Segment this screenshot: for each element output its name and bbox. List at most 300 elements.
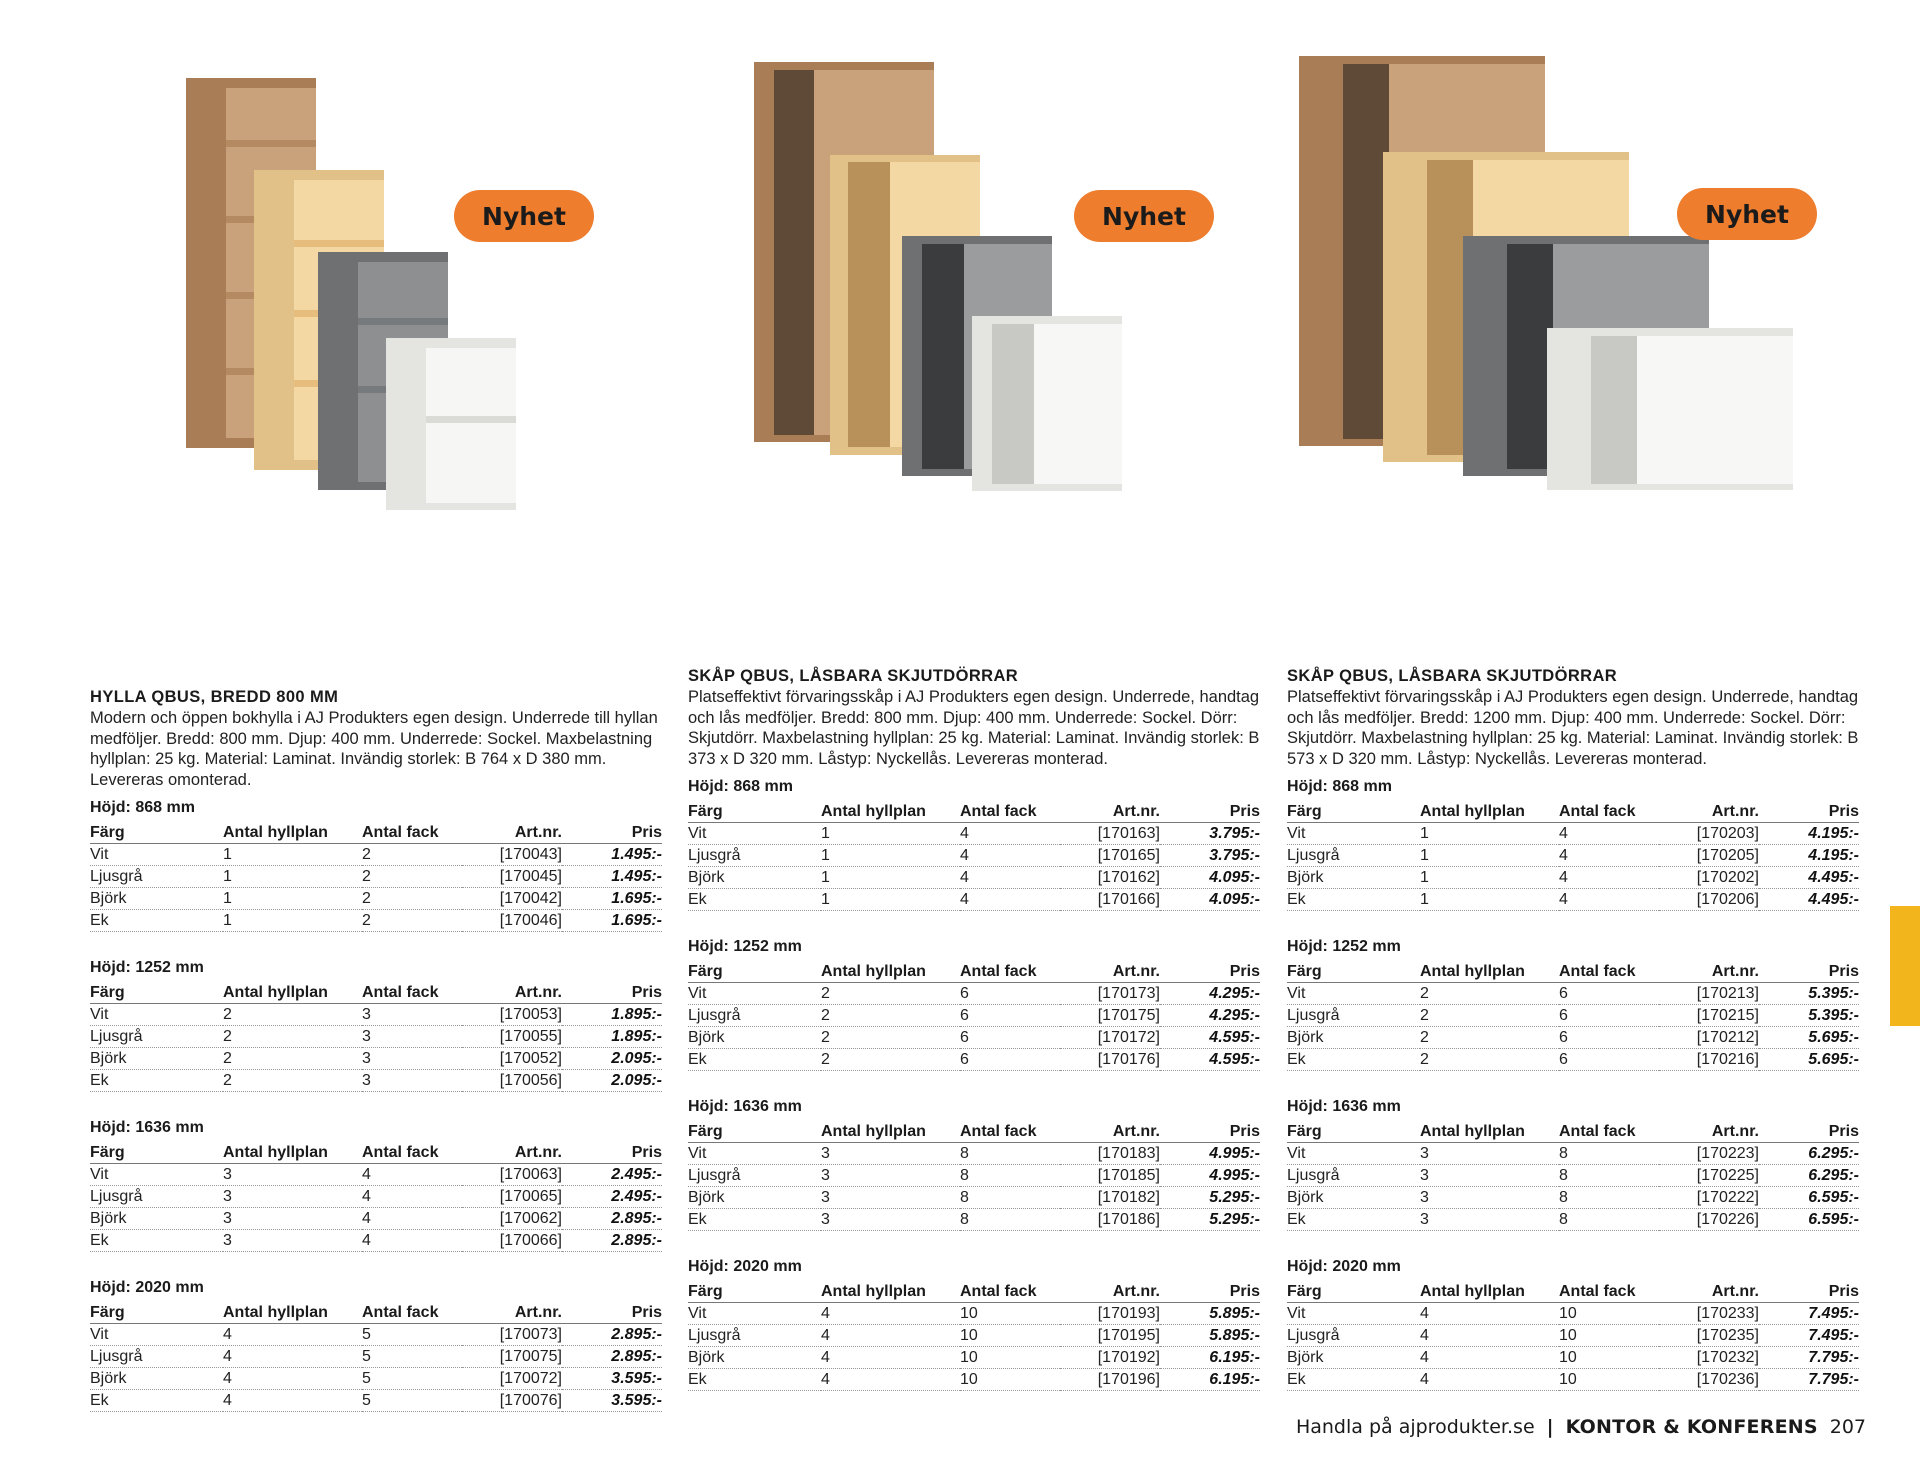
header-color: Färg	[90, 1302, 223, 1324]
cell-article-number: [170183]	[1060, 1143, 1160, 1165]
cell-color: Ek	[688, 1049, 821, 1071]
cell-article-number: [170232]	[1659, 1347, 1759, 1369]
height-heading: Höjd: 2020 mm	[1287, 1258, 1401, 1276]
new-badge: Nyhet	[1677, 188, 1817, 240]
cell-price: 4.495:-	[1759, 867, 1859, 889]
price-table	[90, 822, 662, 932]
height-group	[90, 932, 662, 1092]
cell-article-number: [170056]	[462, 1070, 562, 1092]
cell-article-number: [170075]	[462, 1346, 562, 1368]
header-price: Pris	[1759, 1121, 1859, 1143]
table-row	[1287, 1143, 1859, 1165]
header-shelves: Antal hyllplan	[821, 1281, 960, 1303]
header-article-number: Art.nr.	[462, 822, 562, 844]
cell-shelves: 3	[1420, 1187, 1559, 1209]
product-info-1	[90, 687, 662, 1412]
table-row	[688, 1005, 1260, 1027]
cell-shelves: 1	[1420, 889, 1559, 911]
header-article-number: Art.nr.	[1659, 801, 1759, 823]
cell-price: 5.395:-	[1759, 983, 1859, 1005]
header-color: Färg	[1287, 1281, 1420, 1303]
header-shelves: Antal hyllplan	[821, 1121, 960, 1143]
footer-separator: |	[1546, 1416, 1554, 1438]
header-price: Pris	[562, 982, 662, 1004]
cell-compartments: 10	[1559, 1369, 1659, 1391]
header-article-number: Art.nr.	[1060, 1281, 1160, 1303]
cell-shelves: 4	[821, 1347, 960, 1369]
cell-price: 7.795:-	[1759, 1347, 1859, 1369]
shop-link-text[interactable]: Handla på ajprodukter.se	[1295, 1416, 1535, 1438]
cell-color: Ek	[688, 1209, 821, 1231]
table-row	[1287, 1027, 1859, 1049]
height-heading: Höjd: 1252 mm	[90, 959, 204, 977]
cell-price: 4.195:-	[1759, 823, 1859, 845]
header-article-number: Art.nr.	[1659, 1121, 1759, 1143]
cell-compartments: 2	[362, 888, 462, 910]
cell-shelves: 3	[223, 1230, 362, 1252]
height-group	[90, 790, 662, 932]
cell-article-number: [170233]	[1659, 1303, 1759, 1325]
cell-compartments: 5	[362, 1324, 462, 1346]
price-table	[90, 1302, 662, 1412]
product-description: Platseffektivt förvaringsskåp i AJ Produkters egen design. Underrede, handtag och lås medföljer. Bredd: 800 mm. Djup: 400 mm. Underrede: Sockel. Dörr: Skjutdörr. Maxbelastning hyllplan: 25 kg. Material: Laminat. Invändig storlek: B 373 x D 320 mm. Låstyp: Nyckellås. Levereras monterad.	[688, 688, 1260, 768]
price-table	[1287, 1121, 1859, 1231]
cell-color: Ek	[1287, 1209, 1420, 1231]
cell-shelves: 2	[1420, 1005, 1559, 1027]
height-heading: Höjd: 868 mm	[688, 778, 793, 796]
cell-shelves: 3	[223, 1164, 362, 1186]
table-row	[688, 983, 1260, 1005]
cell-shelves: 1	[1420, 823, 1559, 845]
header-shelves: Antal hyllplan	[223, 982, 362, 1004]
table-row	[688, 845, 1260, 867]
header-price: Pris	[1160, 801, 1260, 823]
header-article-number: Art.nr.	[1659, 961, 1759, 983]
cell-article-number: [170046]	[462, 910, 562, 932]
cell-article-number: [170173]	[1060, 983, 1160, 1005]
cell-price: 2.895:-	[562, 1230, 662, 1252]
cell-price: 3.795:-	[1160, 845, 1260, 867]
cabinet-800-illustration	[668, 40, 1240, 640]
cell-price: 4.595:-	[1160, 1049, 1260, 1071]
table-row	[90, 1390, 662, 1412]
header-compartments: Antal fack	[960, 1281, 1060, 1303]
header-compartments: Antal fack	[960, 961, 1060, 983]
cell-article-number: [170213]	[1659, 983, 1759, 1005]
header-color: Färg	[90, 1142, 223, 1164]
cell-article-number: [170065]	[462, 1186, 562, 1208]
cell-price: 2.895:-	[562, 1324, 662, 1346]
header-article-number: Art.nr.	[462, 1142, 562, 1164]
table-row	[90, 1186, 662, 1208]
cell-article-number: [170073]	[462, 1324, 562, 1346]
cell-color: Björk	[90, 1048, 223, 1070]
cell-price: 4.295:-	[1160, 1005, 1260, 1027]
cell-article-number: [170222]	[1659, 1187, 1759, 1209]
cell-shelves: 4	[223, 1390, 362, 1412]
cell-color: Björk	[1287, 1027, 1420, 1049]
price-table	[1287, 1281, 1859, 1391]
cell-shelves: 2	[1420, 983, 1559, 1005]
cell-color: Ek	[1287, 1049, 1420, 1071]
cell-price: 6.295:-	[1759, 1165, 1859, 1187]
header-color: Färg	[1287, 1121, 1420, 1143]
cell-shelves: 1	[821, 889, 960, 911]
cell-price: 7.495:-	[1759, 1325, 1859, 1347]
cell-compartments: 10	[960, 1303, 1060, 1325]
cell-compartments: 4	[1559, 845, 1659, 867]
height-heading: Höjd: 868 mm	[1287, 778, 1392, 796]
cell-color: Ljusgrå	[90, 1186, 223, 1208]
product-info-3	[1287, 666, 1859, 1391]
cell-compartments: 10	[960, 1369, 1060, 1391]
table-row	[1287, 889, 1859, 911]
cell-color: Björk	[688, 1027, 821, 1049]
height-group	[1287, 911, 1859, 1071]
header-compartments: Antal fack	[362, 822, 462, 844]
height-group	[90, 1092, 662, 1252]
product-description: Modern och öppen bokhylla i AJ Produkters egen design. Underrede till hyllan medföljer. Bredd: 800 mm. Djup: 400 mm. Underrede: Sockel. Maxbelastning hyllplan: 25 kg. Material: Laminat. Invändig storlek: B 764 x D 380 mm. Levereras omonterad.	[90, 709, 658, 789]
table-row	[90, 1368, 662, 1390]
cell-compartments: 4	[960, 867, 1060, 889]
cell-shelves: 2	[821, 1049, 960, 1071]
cell-compartments: 6	[1559, 1049, 1659, 1071]
cell-color: Ljusgrå	[90, 866, 223, 888]
page-footer	[1296, 1416, 1866, 1438]
cell-article-number: [170175]	[1060, 1005, 1160, 1027]
cell-price: 5.695:-	[1759, 1049, 1859, 1071]
cell-color: Ljusgrå	[688, 1165, 821, 1187]
cell-article-number: [170165]	[1060, 845, 1160, 867]
price-table	[688, 1281, 1260, 1391]
price-table	[90, 982, 662, 1092]
price-table	[688, 961, 1260, 1071]
cell-color: Ek	[688, 1369, 821, 1391]
cell-color: Ljusgrå	[90, 1346, 223, 1368]
table-row	[1287, 1347, 1859, 1369]
cell-color: Ek	[1287, 1369, 1420, 1391]
header-article-number: Art.nr.	[1060, 961, 1160, 983]
cell-price: 2.495:-	[562, 1186, 662, 1208]
cell-price: 2.895:-	[562, 1208, 662, 1230]
cell-article-number: [170172]	[1060, 1027, 1160, 1049]
table-row	[1287, 1005, 1859, 1027]
height-group	[1287, 1231, 1859, 1391]
cell-article-number: [170192]	[1060, 1347, 1160, 1369]
height-group	[688, 1231, 1260, 1391]
header-price: Pris	[1759, 961, 1859, 983]
cell-compartments: 4	[960, 823, 1060, 845]
cell-shelves: 3	[1420, 1143, 1559, 1165]
height-heading: Höjd: 2020 mm	[90, 1279, 204, 1297]
height-heading: Höjd: 868 mm	[90, 799, 195, 817]
cell-shelves: 3	[821, 1165, 960, 1187]
cell-article-number: [170193]	[1060, 1303, 1160, 1325]
cell-article-number: [170216]	[1659, 1049, 1759, 1071]
cell-shelves: 2	[223, 1070, 362, 1092]
cell-article-number: [170196]	[1060, 1369, 1160, 1391]
cell-price: 2.495:-	[562, 1164, 662, 1186]
cell-article-number: [170053]	[462, 1004, 562, 1026]
cell-color: Björk	[1287, 1187, 1420, 1209]
table-row	[90, 1346, 662, 1368]
cell-article-number: [170185]	[1060, 1165, 1160, 1187]
height-heading: Höjd: 1252 mm	[1287, 938, 1401, 956]
cell-compartments: 8	[960, 1187, 1060, 1209]
cell-compartments: 5	[362, 1390, 462, 1412]
cell-shelves: 1	[821, 845, 960, 867]
cell-price: 4.095:-	[1160, 889, 1260, 911]
cell-shelves: 3	[223, 1208, 362, 1230]
height-group	[688, 1071, 1260, 1231]
cell-article-number: [170162]	[1060, 867, 1160, 889]
cell-shelves: 3	[821, 1209, 960, 1231]
header-compartments: Antal fack	[362, 1142, 462, 1164]
height-heading: Höjd: 1636 mm	[90, 1119, 204, 1137]
table-row	[1287, 823, 1859, 845]
cell-color: Ljusgrå	[688, 1325, 821, 1347]
table-row	[688, 1165, 1260, 1187]
section-name: KONTOR & KONFERENS	[1565, 1416, 1818, 1438]
height-heading: Höjd: 2020 mm	[688, 1258, 802, 1276]
cell-color: Vit	[688, 823, 821, 845]
cell-shelves: 2	[821, 983, 960, 1005]
table-row	[1287, 1325, 1859, 1347]
cell-shelves: 1	[1420, 867, 1559, 889]
cell-price: 4.195:-	[1759, 845, 1859, 867]
table-row	[90, 888, 662, 910]
table-row	[688, 1325, 1260, 1347]
cell-article-number: [170166]	[1060, 889, 1160, 911]
cell-color: Björk	[688, 1347, 821, 1369]
cell-compartments: 4	[362, 1230, 462, 1252]
cell-color: Ljusgrå	[1287, 1325, 1420, 1347]
cell-compartments: 3	[362, 1070, 462, 1092]
price-table	[688, 1121, 1260, 1231]
product-description: Platseffektivt förvaringsskåp i AJ Produkters egen design. Underrede, handtag och lås medföljer. Bredd: 1200 mm. Djup: 400 mm. Underrede: Sockel. Dörr: Skjutdörr. Maxbelastning hyllplan: 25 kg. Material: Laminat. Invändig storlek: B 573 x D 320 mm. Låstyp: Nyckellås. Levereras monterad.	[1287, 688, 1859, 768]
cell-compartments: 4	[362, 1186, 462, 1208]
cell-compartments: 8	[960, 1143, 1060, 1165]
cell-compartments: 2	[362, 910, 462, 932]
cell-price: 1.895:-	[562, 1004, 662, 1026]
cell-article-number: [170176]	[1060, 1049, 1160, 1071]
cell-shelves: 1	[223, 866, 362, 888]
cell-shelves: 3	[821, 1187, 960, 1209]
cell-price: 5.895:-	[1160, 1325, 1260, 1347]
table-row	[688, 889, 1260, 911]
cell-article-number: [170045]	[462, 866, 562, 888]
cell-price: 1.895:-	[562, 1026, 662, 1048]
cell-compartments: 6	[1559, 983, 1659, 1005]
cell-price: 3.595:-	[562, 1390, 662, 1412]
cell-compartments: 3	[362, 1004, 462, 1026]
cell-color: Ek	[1287, 889, 1420, 911]
price-table	[1287, 801, 1859, 911]
cell-compartments: 8	[1559, 1187, 1659, 1209]
cell-price: 1.695:-	[562, 888, 662, 910]
cell-color: Vit	[688, 1303, 821, 1325]
header-article-number: Art.nr.	[1060, 801, 1160, 823]
table-row	[688, 1369, 1260, 1391]
header-compartments: Antal fack	[1559, 961, 1659, 983]
height-heading: Höjd: 1636 mm	[688, 1098, 802, 1116]
cell-article-number: [170052]	[462, 1048, 562, 1070]
table-row	[90, 1230, 662, 1252]
cell-shelves: 4	[223, 1368, 362, 1390]
header-article-number: Art.nr.	[1659, 1281, 1759, 1303]
header-price: Pris	[1160, 961, 1260, 983]
product-title: SKÅP QBUS, LÅSBARA SKJUTDÖRRAR	[1287, 667, 1618, 685]
cell-color: Björk	[1287, 867, 1420, 889]
cell-shelves: 1	[223, 910, 362, 932]
cell-compartments: 4	[960, 845, 1060, 867]
cell-shelves: 4	[1420, 1347, 1559, 1369]
cell-compartments: 2	[362, 866, 462, 888]
header-article-number: Art.nr.	[462, 982, 562, 1004]
height-heading: Höjd: 1636 mm	[1287, 1098, 1401, 1116]
cell-shelves: 4	[223, 1324, 362, 1346]
table-row	[90, 1324, 662, 1346]
header-shelves: Antal hyllplan	[1420, 1121, 1559, 1143]
table-row	[1287, 1303, 1859, 1325]
header-color: Färg	[688, 961, 821, 983]
cell-article-number: [170072]	[462, 1368, 562, 1390]
header-price: Pris	[1160, 1281, 1260, 1303]
cell-compartments: 10	[1559, 1325, 1659, 1347]
cell-article-number: [170236]	[1659, 1369, 1759, 1391]
cell-color: Björk	[688, 867, 821, 889]
header-color: Färg	[688, 1121, 821, 1143]
header-compartments: Antal fack	[960, 801, 1060, 823]
cell-color: Ljusgrå	[90, 1026, 223, 1048]
cell-price: 6.595:-	[1759, 1187, 1859, 1209]
table-row	[90, 1048, 662, 1070]
cell-shelves: 4	[821, 1325, 960, 1347]
header-article-number: Art.nr.	[462, 1302, 562, 1324]
cell-article-number: [170076]	[462, 1390, 562, 1412]
cell-shelves: 4	[1420, 1369, 1559, 1391]
cell-compartments: 6	[1559, 1005, 1659, 1027]
cell-compartments: 5	[362, 1368, 462, 1390]
cell-price: 4.595:-	[1160, 1027, 1260, 1049]
cell-price: 5.695:-	[1759, 1027, 1859, 1049]
table-row	[688, 867, 1260, 889]
cell-price: 1.495:-	[562, 844, 662, 866]
cell-shelves: 3	[1420, 1165, 1559, 1187]
cell-article-number: [170186]	[1060, 1209, 1160, 1231]
cell-article-number: [170205]	[1659, 845, 1759, 867]
bookshelf-illustration	[50, 40, 622, 640]
cell-compartments: 8	[1559, 1165, 1659, 1187]
cell-color: Ljusgrå	[688, 845, 821, 867]
header-compartments: Antal fack	[1559, 1121, 1659, 1143]
cell-article-number: [170043]	[462, 844, 562, 866]
table-row	[1287, 845, 1859, 867]
header-color: Färg	[688, 801, 821, 823]
header-shelves: Antal hyllplan	[223, 1142, 362, 1164]
cell-compartments: 4	[1559, 889, 1659, 911]
cell-compartments: 10	[960, 1347, 1060, 1369]
cell-compartments: 8	[960, 1165, 1060, 1187]
cell-price: 4.495:-	[1759, 889, 1859, 911]
cell-shelves: 2	[223, 1004, 362, 1026]
cell-article-number: [170202]	[1659, 867, 1759, 889]
cell-color: Björk	[90, 1208, 223, 1230]
cell-color: Vit	[1287, 1143, 1420, 1165]
header-compartments: Antal fack	[362, 1302, 462, 1324]
header-color: Färg	[1287, 961, 1420, 983]
table-row	[1287, 1165, 1859, 1187]
header-compartments: Antal fack	[1559, 801, 1659, 823]
table-row	[688, 1027, 1260, 1049]
cell-compartments: 6	[960, 983, 1060, 1005]
cell-price: 7.495:-	[1759, 1303, 1859, 1325]
height-heading: Höjd: 1252 mm	[688, 938, 802, 956]
cell-shelves: 2	[223, 1026, 362, 1048]
cell-shelves: 1	[1420, 845, 1559, 867]
cell-article-number: [170163]	[1060, 823, 1160, 845]
cell-shelves: 1	[821, 823, 960, 845]
cell-shelves: 4	[1420, 1325, 1559, 1347]
cell-color: Vit	[90, 1324, 223, 1346]
header-shelves: Antal hyllplan	[223, 1302, 362, 1324]
cell-shelves: 2	[821, 1005, 960, 1027]
header-compartments: Antal fack	[362, 982, 462, 1004]
cell-shelves: 2	[1420, 1049, 1559, 1071]
cell-color: Ljusgrå	[1287, 845, 1420, 867]
new-badge: Nyhet	[1074, 190, 1214, 242]
cell-price: 4.095:-	[1160, 867, 1260, 889]
header-compartments: Antal fack	[1559, 1281, 1659, 1303]
cell-price: 6.295:-	[1759, 1143, 1859, 1165]
cell-article-number: [170235]	[1659, 1325, 1759, 1347]
cell-compartments: 2	[362, 844, 462, 866]
table-row	[1287, 1369, 1859, 1391]
table-row	[1287, 1209, 1859, 1231]
cell-price: 2.095:-	[562, 1070, 662, 1092]
new-badge: Nyhet	[454, 190, 594, 242]
cell-price: 5.895:-	[1160, 1303, 1260, 1325]
cell-shelves: 1	[223, 844, 362, 866]
cell-price: 2.895:-	[562, 1346, 662, 1368]
cell-color: Ek	[90, 1230, 223, 1252]
cell-article-number: [170062]	[462, 1208, 562, 1230]
table-row	[1287, 1187, 1859, 1209]
cell-article-number: [170203]	[1659, 823, 1759, 845]
cell-compartments: 4	[362, 1208, 462, 1230]
cell-compartments: 8	[960, 1209, 1060, 1231]
cell-article-number: [170212]	[1659, 1027, 1759, 1049]
cell-compartments: 4	[1559, 867, 1659, 889]
cell-article-number: [170066]	[462, 1230, 562, 1252]
cell-color: Björk	[90, 1368, 223, 1390]
cell-color: Björk	[90, 888, 223, 910]
cell-color: Vit	[90, 1164, 223, 1186]
cell-price: 2.095:-	[562, 1048, 662, 1070]
cell-article-number: [170195]	[1060, 1325, 1160, 1347]
header-price: Pris	[562, 822, 662, 844]
price-table	[1287, 961, 1859, 1071]
cell-price: 6.195:-	[1160, 1369, 1260, 1391]
header-shelves: Antal hyllplan	[1420, 961, 1559, 983]
cell-article-number: [170182]	[1060, 1187, 1160, 1209]
cell-color: Vit	[1287, 983, 1420, 1005]
header-color: Färg	[90, 822, 223, 844]
price-table	[688, 801, 1260, 911]
header-color: Färg	[688, 1281, 821, 1303]
cell-color: Vit	[90, 844, 223, 866]
cell-shelves: 2	[1420, 1027, 1559, 1049]
